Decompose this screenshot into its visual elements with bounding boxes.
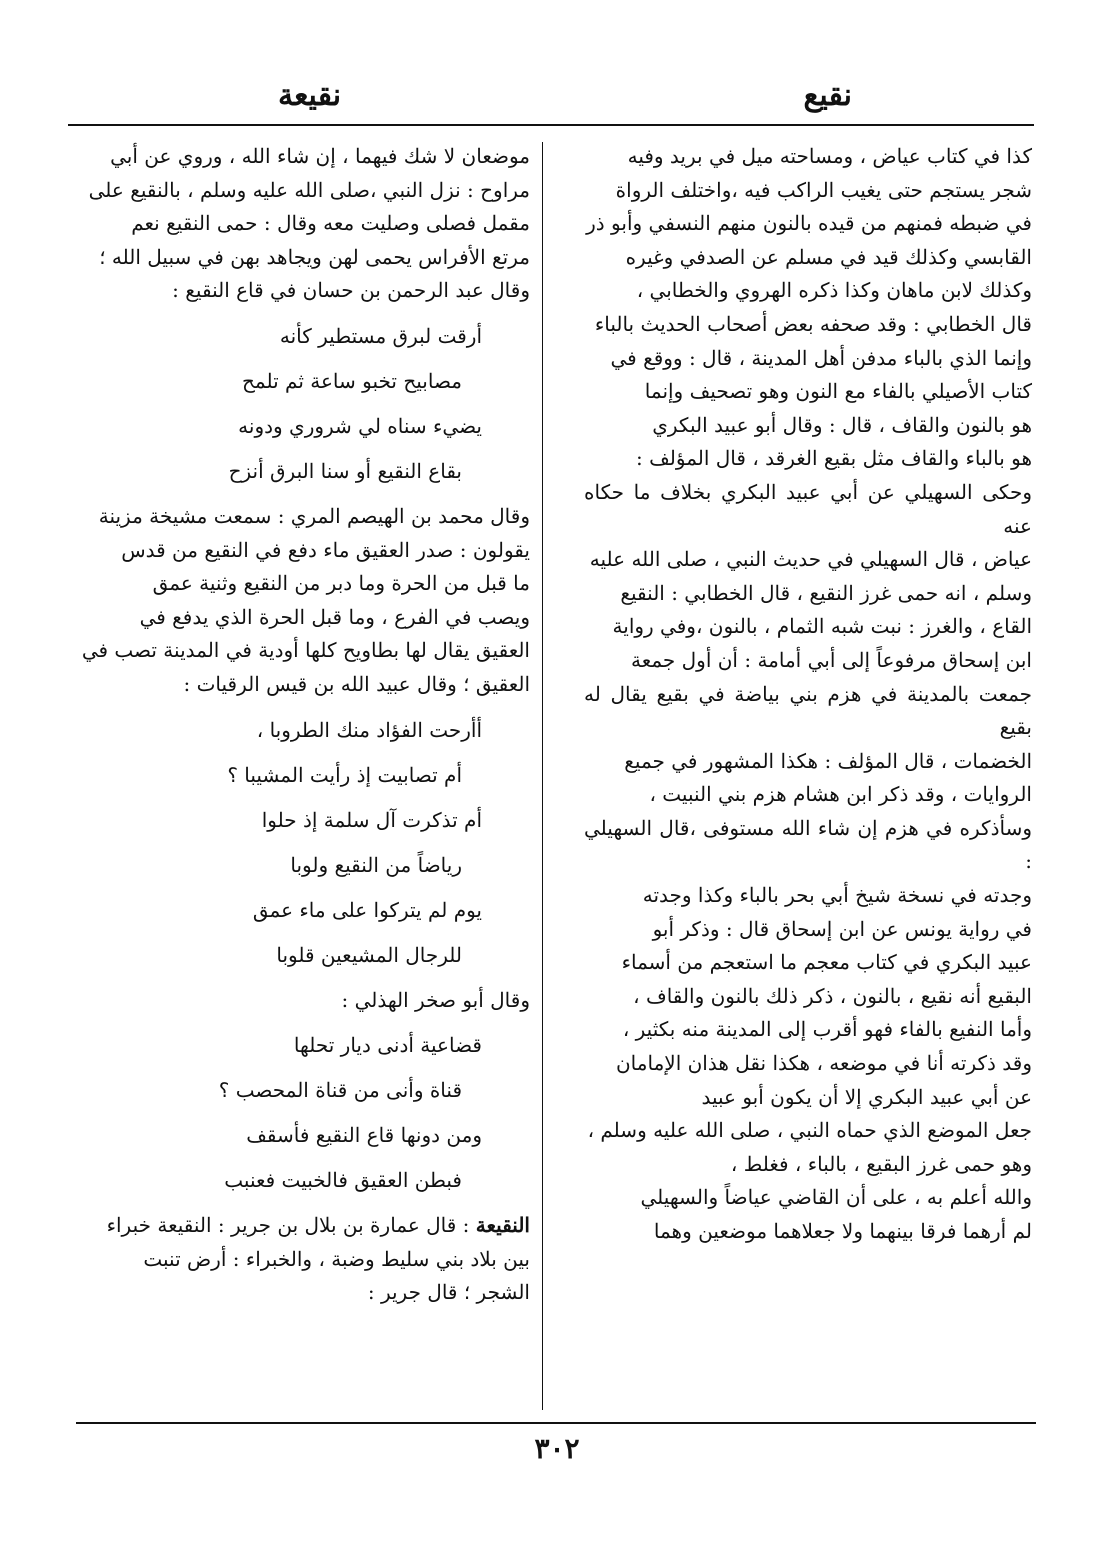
text-line: عن أبي عبيد البكري إلا أن يكون أبو عبيد — [701, 1084, 1032, 1109]
running-head-right: نقيع — [803, 78, 852, 113]
text-line: كذا في كتاب عياض ، ومساحته ميل في بريد وفيه — [627, 144, 1032, 168]
text-line: موضعان لا شك فيهما ، إن شاء الله ، وروي عن أبي — [110, 144, 530, 168]
text-line: القابسي وكذلك قيد في مسلم عن الصدفي وغيره — [625, 244, 1032, 269]
text-line: هو بالنون والقاف ، قال : وقال أبو عبيد البكري — [652, 412, 1032, 437]
text-line: كتاب الأصيلي بالفاء مع النون وهو تصحيف وإنما — [644, 379, 1032, 404]
verse-block — [60, 1023, 530, 1203]
text-line: القاع ، والغرز : نبت شبه الثمام ، بالنون ،وفي رواية — [612, 614, 1032, 639]
text-line: ابن إسحاق مرفوعاً إلى أبي أمامة : أن أول جمعة — [630, 647, 1032, 672]
text-line: مرتع الأفراس يحمى لهن ويجاهد بهن في سبيل الله ؛ — [99, 244, 530, 269]
verse-line: للرجال المشيعين قلوبا — [276, 942, 462, 967]
text-line: مراوح : نزل النبي ،صلى الله عليه وسلم ، بالنقيع على — [88, 177, 530, 202]
text-line: بين بلاد بني سليط وضبة ، والخبراء : أرض تنبت — [143, 1246, 530, 1271]
text-line: البقيع أنه نقيع ، بالنون ، ذكر ذلك بالنون والقاف ، — [633, 983, 1032, 1008]
running-head-left: نقيعة — [278, 78, 342, 113]
text-line: وسأذكره في هزم إن شاء الله مستوفى ،قال السهيلي : — [584, 815, 1032, 874]
text-line: في ضبطه فمنهم من قيده بالنون منهم النسفي وأبو ذر — [586, 211, 1032, 236]
text-line: يقولون : صدر العقيق ماء دفع في النقيع من قدس — [121, 537, 530, 562]
entry-text: : قال عمارة بن بلال بن جرير : النقيعة خبراء — [106, 1213, 476, 1238]
text-line: مقمل فصلى وصليت معه وقال : حمى النقيع نعم — [131, 211, 530, 236]
verse-line: ومن دونها قاع النقيع فأسقف — [246, 1123, 482, 1148]
bottom-rule — [76, 1422, 1036, 1424]
verse-line: بقاع النقيع أو سنا البرق أنزح — [228, 458, 462, 483]
text-line: وحكى السهيلي عن أبي عبيد البكري بخلاف ما حكاه عنه — [584, 479, 1032, 538]
verse-line: أم تصابيت إذ رأيت المشيبا ؟ — [227, 762, 462, 787]
entry-headword: النقيعة — [475, 1213, 530, 1238]
verse-block — [60, 314, 530, 494]
text-line: ويصب في الفرع ، وما قبل الحرة الذي يدفع في — [139, 604, 530, 629]
verse-line: يوم لم يتركوا على ماء عمق — [252, 897, 482, 922]
text-line: العقيق يقال لها بطاويح كلها أودية في المدينة تصب في — [81, 638, 530, 663]
text-line: عبيد البكري في كتاب معجم ما استعجم من أسماء — [621, 950, 1032, 975]
text-line: ما قبل من الحرة وما دبر من النقيع وثنية عمق — [152, 571, 530, 596]
text-line: وقال عبد الرحمن بن حسان في قاع النقيع : — [172, 278, 530, 303]
verse-line: أرقت لبرق مستطير كأنه — [279, 323, 482, 348]
text-line: الخضمات ، قال المؤلف : هكذا المشهور في جميع — [624, 748, 1032, 773]
verse-block — [60, 708, 530, 978]
entry-line — [60, 1209, 530, 1243]
text-line: عياض ، قال السهيلي في حديث النبي ، صلى الله عليه — [589, 547, 1032, 572]
text-line: جمعت بالمدينة في هزم بني بياضة في بقيع يقال له بقيع — [584, 681, 1032, 740]
text-line: العقيق ؛ وقال عبيد الله بن قيس الرقيات : — [183, 671, 530, 696]
text-line: وأما النفيع بالفاء فهو أقرب إلى المدينة منه بكثير ، — [622, 1017, 1032, 1042]
text-line: والله أعلم به ، على أن القاضي عياضاً والسهيلي — [640, 1185, 1032, 1210]
column-divider — [542, 142, 543, 1410]
right-column — [584, 140, 1032, 1249]
text-line: وإنما الذي بالباء مدفن أهل المدينة ، قال : ووقع في — [610, 345, 1032, 370]
text-line: وقال محمد بن الهيصم المري : سمعت مشيخة مزينة — [98, 503, 530, 528]
verse-line: رياضاً من النقيع ولوبا — [290, 852, 462, 877]
top-rule — [68, 124, 1034, 126]
text-line: وهو حمى غرز البقيع ، بالباء ، فغلط ، — [730, 1151, 1032, 1176]
text-line: جعل الموضع الذي حماه النبي ، صلى الله عليه وسلم ، — [587, 1118, 1032, 1143]
text-line: قال الخطابي : وقد صحفه بعض أصحاب الحديث بالباء — [594, 311, 1032, 336]
text-line: هو بالباء والقاف مثل بقيع الغرقد ، قال المؤلف : — [635, 446, 1032, 471]
left-column — [60, 140, 530, 1310]
text-line: في رواية يونس عن ابن إسحاق قال : وذكر أبو — [652, 916, 1032, 941]
verse-line: أم تذكرت آل سلمة إذ حلوا — [261, 807, 482, 832]
text-line: وقد ذكرته أنا في موضعه ، هكذا نقل هذان الإمامان — [615, 1051, 1032, 1076]
text-line: لم أرهما فرقا بينهما ولا جعلاهما موضعين وهما — [653, 1219, 1032, 1243]
verse-line: قناة وأنى من قناة المحصب ؟ — [218, 1078, 462, 1103]
text-line: وسلم ، انه حمى غرز النقيع ، قال الخطابي : النقيع — [620, 580, 1032, 605]
text-line: الشجر ؛ قال جرير : — [367, 1280, 530, 1305]
verse-line: قضاعية أدنى ديار تحلها — [293, 1033, 482, 1058]
verse-line: فبطن العقيق فالخبيت فعنبب — [224, 1168, 462, 1193]
text-line: الروايات ، وقد ذكر ابن هشام هزم بني النبيت ، — [649, 782, 1032, 807]
text-line: وكذلك لابن ماهان وكذا ذكره الهروي والخطابي ، — [636, 278, 1032, 303]
verse-line: مصابيح تخبو ساعة ثم تلمح — [242, 368, 462, 393]
text-line: شجر يستجم حتى يغيب الراكب فيه ،واختلف الرواة — [615, 177, 1032, 202]
verse-line: يضيء سناه لي شروري ودونه — [238, 413, 482, 438]
verse-line: أأرحت الفؤاد منك الطروبا ، — [256, 717, 482, 742]
page-number: ٣٠٢ — [534, 1432, 580, 1465]
text-line: وجدته في نسخة شيخ أبي بحر بالباء وكذا وجدته — [642, 883, 1032, 908]
text-line: وقال أبو صخر الهذلي : — [341, 987, 530, 1012]
